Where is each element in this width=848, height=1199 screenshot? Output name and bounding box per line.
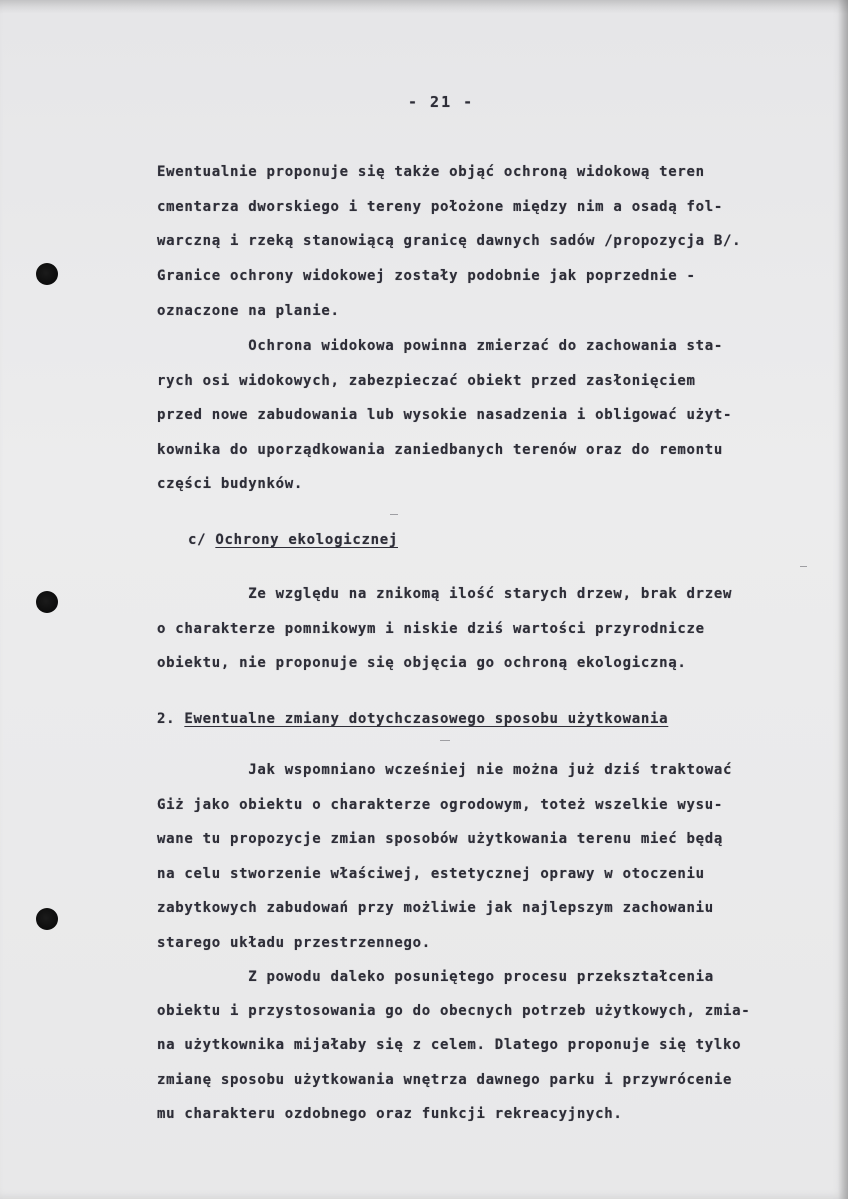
punch-hole-top bbox=[36, 263, 58, 285]
para4-line: zabytkowych zabudowań przy możliwie jak najlepszym zachowaniu bbox=[157, 900, 714, 916]
para4-line: starego układu przestrzennego. bbox=[157, 935, 431, 951]
para2-line: rych osi widokowych, zabezpieczać obiekt przed zasłonięciem bbox=[157, 373, 696, 389]
para3-line: o charakterze pomnikowym i niskie dziś wartości przyrodnicze bbox=[157, 621, 705, 637]
para1-line: oznaczone na planie. bbox=[157, 303, 340, 319]
para2-line: przed nowe zabudowania lub wysokie nasadzenia i obligować użyt- bbox=[157, 407, 733, 423]
para2-line: kownika do uporządkowania zaniedbanych terenów oraz do remontu bbox=[157, 442, 723, 458]
section-heading-c bbox=[188, 530, 398, 550]
para1-line: warczną i rzeką stanowiącą granicę dawnych sadów /propozycja B/. bbox=[157, 233, 742, 249]
para5-line: mu charakteru ozdobnego oraz funkcji rekreacyjnych. bbox=[157, 1106, 623, 1122]
stray-mark bbox=[440, 740, 450, 741]
para5-line: zmianę sposobu użytkowania wnętrza dawnego parku i przywrócenie bbox=[157, 1072, 733, 1088]
heading-2-prefix: 2. bbox=[157, 711, 185, 727]
para2-line: Ochrona widokowa powinna zmierzać do zachowania sta- bbox=[157, 338, 723, 354]
page-top-shadow bbox=[0, 0, 848, 14]
stray-mark bbox=[800, 566, 807, 567]
para4-line: Jak wspomniano wcześniej nie można już dziś traktować bbox=[157, 762, 733, 778]
heading-2-title: Ewentualne zmiany dotychczasowego sposobu użytkowania bbox=[184, 711, 669, 727]
page-number: - 21 - bbox=[408, 93, 475, 111]
punch-hole-middle bbox=[36, 591, 58, 613]
section-heading-2 bbox=[157, 709, 668, 729]
para1-line: cmentarza dworskiego i tereny położone między nim a osadą fol- bbox=[157, 199, 723, 215]
para5-line: na użytkownika mijałaby się z celem. Dlatego proponuje się tylko bbox=[157, 1037, 742, 1053]
para4-line: na celu stworzenie właściwej, estetycznej oprawy w otoczeniu bbox=[157, 866, 705, 882]
para4-line: Giż jako obiektu o charakterze ogrodowym, toteż wszelkie wysu- bbox=[157, 797, 723, 813]
heading-c-prefix: c/ bbox=[188, 532, 216, 548]
para5-line: obiektu i przystosowania go do obecnych potrzeb użytkowych, zmia- bbox=[157, 1003, 751, 1019]
para1-line: Granice ochrony widokowej zostały podobnie jak poprzednie - bbox=[157, 268, 696, 284]
para1-line: Ewentualnie proponuje się także objąć ochroną widokową teren bbox=[157, 164, 705, 180]
para3-line: Ze względu na znikomą ilość starych drzew, brak drzew bbox=[157, 586, 733, 602]
heading-c-title: Ochrony ekologicznej bbox=[215, 532, 398, 548]
page-right-shadow bbox=[838, 0, 848, 1199]
punch-hole-bottom bbox=[36, 908, 58, 930]
para3-line: obiektu, nie proponuje się objęcia go ochroną ekologiczną. bbox=[157, 655, 687, 671]
para2-line: części budynków. bbox=[157, 476, 304, 492]
para5-line: Z powodu daleko posuniętego procesu przekształcenia bbox=[157, 969, 714, 985]
para4-line: wane tu propozycje zmian sposobów użytkowania terenu mieć będą bbox=[157, 831, 723, 847]
stray-mark bbox=[390, 514, 398, 515]
